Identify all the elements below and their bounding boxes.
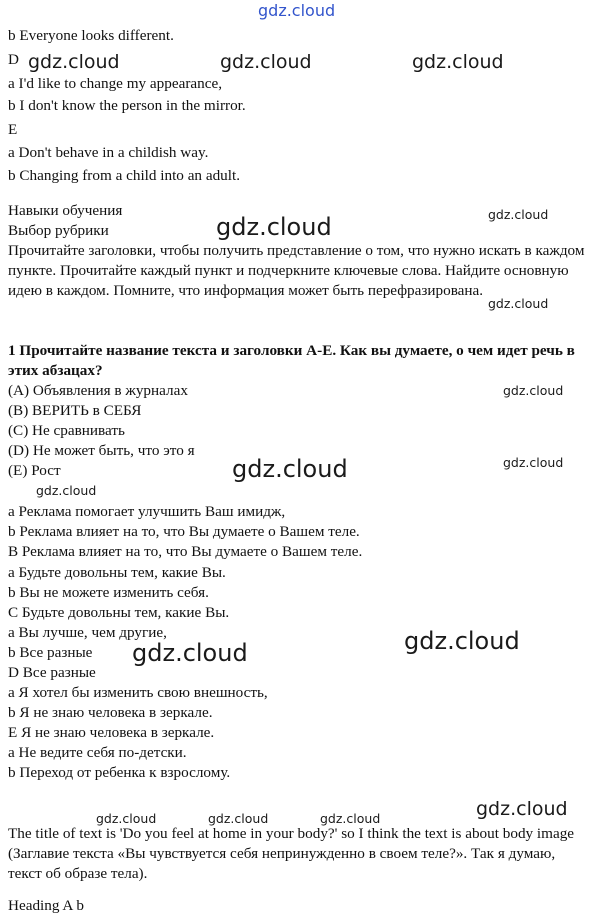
watermark: gdz.cloud [96, 811, 157, 826]
study-skills-subtitle: Выбор рубрики [8, 222, 109, 239]
watermark: gdz.cloud [132, 639, 248, 667]
russian-line: b Вы не можете изменить себя. [8, 584, 209, 601]
russian-line: b Все разные [8, 644, 93, 661]
watermark: gdz.cloud [503, 455, 564, 470]
russian-line: b Я не знаю человека в зеркале. [8, 704, 213, 721]
watermark: gdz.cloud [208, 811, 269, 826]
watermark: gdz.cloud [232, 455, 348, 483]
task-item: (A) Объявления в журналах [8, 382, 188, 399]
russian-line: С Будьте довольны тем, какие Вы. [8, 604, 230, 621]
task-heading: 1 Прочитайте название текста и заголовки A-E. Как вы думаете, о чем идет речь в этих абзацах? [8, 342, 575, 379]
russian-line: a Вы лучше, чем другие, [8, 624, 167, 641]
english-line: a Don't behave in a childish way. [8, 144, 209, 161]
russian-line: a Будьте довольны тем, какие Вы. [8, 564, 226, 581]
watermark: gdz.cloud [36, 483, 97, 498]
watermark: gdz.cloud [412, 51, 504, 73]
watermark: gdz.cloud [488, 296, 549, 311]
watermark: gdz.cloud [28, 51, 120, 73]
watermark: gdz.cloud [404, 627, 520, 655]
russian-line: a Реклама помогает улучшить Ваш имидж, [8, 503, 286, 520]
watermark: gdz.cloud [320, 811, 381, 826]
russian-line: a Не ведите себя по-детски. [8, 744, 187, 761]
english-line: b Changing from a child into an adult. [8, 167, 240, 184]
english-line: b I don't know the person in the mirror. [8, 97, 246, 114]
russian-line: b Реклама влияет на то, что Вы думаете о Вашем теле. [8, 523, 360, 540]
russian-line: Е Я не знаю человека в зеркале. [8, 724, 215, 741]
english-line: a I'd like to change my appearance, [8, 75, 222, 92]
russian-line: D Все разные [8, 664, 96, 681]
watermark: gdz.cloud [488, 207, 549, 222]
study-skills-text: Прочитайте заголовки, чтобы получить представление о том, что нужно искать в каждом пункте. Прочитайте каждый пункт и подчеркните ключевые слова. Найдите основную идею в каждом. Помните, что информация может быть перефразирована. [8, 242, 585, 299]
russian-line: В Реклама влияет на то, что Вы думаете о Вашем теле. [8, 543, 363, 560]
task-item: (E) Рост [8, 462, 61, 479]
watermark: gdz.cloud [503, 383, 564, 398]
watermark: gdz.cloud [216, 213, 332, 241]
task-item: (C) Не сравнивать [8, 422, 125, 439]
english-line: E [8, 121, 18, 138]
english-line: b Everyone looks different. [8, 27, 174, 44]
task-item: (D) Не может быть, что это я [8, 442, 195, 459]
russian-line: a Я хотел бы изменить свою внешность, [8, 684, 268, 701]
watermark: gdz.cloud [220, 51, 312, 73]
english-line: D [8, 51, 19, 68]
answer-text: The title of text is 'Do you feel at home in your body?' so I think the text is about body image (Заглавие текста «Вы чувствуется себя непринужденно в своем теле?». Так я думаю, текст об образе тела). [8, 825, 575, 882]
russian-line: b Переход от ребенка к взрослому. [8, 764, 231, 781]
task-item: (B) ВЕРИТЬ в СЕБЯ [8, 402, 142, 419]
watermark: gdz.cloud [476, 798, 568, 820]
watermark: gdz.cloud [258, 1, 336, 20]
answer-heading-line: Heading A b [8, 897, 84, 914]
study-skills-title: Навыки обучения [8, 202, 123, 219]
